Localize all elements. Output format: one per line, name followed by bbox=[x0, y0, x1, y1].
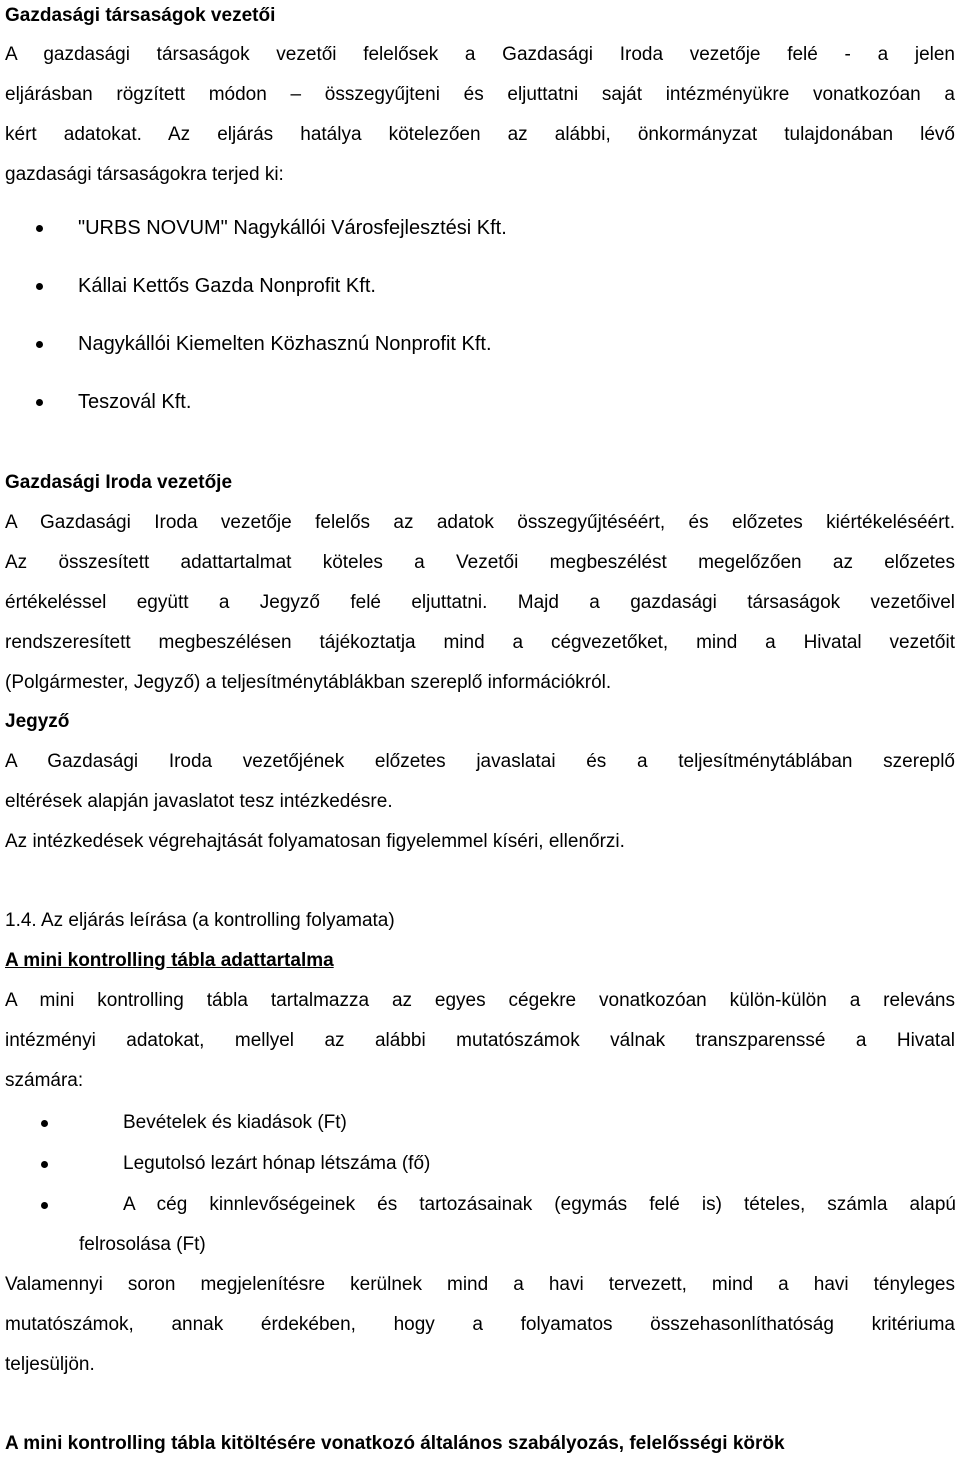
company-name: Kállai Kettős Gazda Nonprofit Kft. bbox=[78, 275, 376, 297]
paragraph-line: rendszeresített megbeszélésen tájékoztatja mind a cégvezetőket, mind a Hivatal vezetőit bbox=[5, 632, 955, 653]
paragraph-line: eltérések alapján javaslatot tesz intézkedésre. bbox=[5, 791, 393, 812]
indicator-text: Legutolsó lezárt hónap létszáma (fő) bbox=[123, 1153, 431, 1174]
paragraph-line: számára: bbox=[5, 1070, 84, 1091]
paragraph-line: értékeléssel együtt a Jegyző felé eljuttatni. Majd a gazdasági társaságok vezetőivel bbox=[5, 592, 955, 613]
bullet-icon bbox=[36, 341, 43, 348]
section-title-text: Az eljárás leírása (a kontrolling folyamata) bbox=[40, 910, 395, 931]
bullet-icon bbox=[41, 1202, 48, 1209]
bullet-icon bbox=[41, 1161, 48, 1168]
paragraph-line: teljesüljön. bbox=[5, 1354, 95, 1375]
paragraph-line: mutatószámok, annak érdekében, hogy a folyamatos összehasonlíthatóság kritériuma bbox=[5, 1314, 955, 1335]
paragraph-line: A gazdasági társaságok vezetői felelősek a Gazdasági Iroda vezetője felé - a jelen bbox=[5, 44, 955, 65]
subheading-table-content: A mini kontrolling tábla adattartalma bbox=[5, 950, 334, 971]
section-number: 1.4. bbox=[5, 910, 37, 931]
paragraph-line: kért adatokat. Az eljárás hatálya kötelezően az alábbi, önkormányzat tulajdonában lévő bbox=[5, 124, 955, 145]
paragraph-line: A mini kontrolling tábla tartalmazza az egyes cégekre vonatkozóan külön-külön a releváns bbox=[5, 990, 955, 1011]
paragraph-line: Az összesített adattartalmat köteles a Vezetői megbeszélést megelőzően az előzetes bbox=[5, 552, 955, 573]
section-title bbox=[5, 909, 395, 933]
bullet-icon bbox=[36, 399, 43, 406]
paragraph-line: Az intézkedések végrehajtását folyamatosan figyelemmel kíséri, ellenőrzi. bbox=[5, 831, 625, 852]
indicator-continuation: felrosolása (Ft) bbox=[79, 1234, 206, 1255]
paragraph-line: eljárásban rögzített módon – összegyűjteni és eljuttatni saját intézményükre vonatkozóan a bbox=[5, 84, 955, 105]
paragraph-line: intézményi adatokat, mellyel az alábbi mutatószámok válnak transzparenssé a Hivatal bbox=[5, 1030, 955, 1051]
paragraph-line: A Gazdasági Iroda vezetőjének előzetes javaslatai és a teljesítménytáblában szereplő bbox=[5, 751, 955, 772]
bullet-icon bbox=[41, 1120, 48, 1127]
indicator-text: A cég kinnlevőségeinek és tartozásainak (egymás felé is) tételes, számla alapú bbox=[123, 1194, 956, 1215]
company-name: Nagykállói Kiemelten Közhasznú Nonprofit Kft. bbox=[78, 333, 492, 355]
company-name: "URBS NOVUM" Nagykállói Városfejlesztési Kft. bbox=[78, 217, 507, 239]
bullet-icon bbox=[36, 283, 43, 290]
paragraph-line: Valamennyi soron megjelenítésre kerülnek mind a havi tervezett, mind a havi tényleges bbox=[5, 1274, 955, 1295]
indicator-text: Bevételek és kiadások (Ft) bbox=[123, 1112, 347, 1133]
section-heading-office-leader: Gazdasági Iroda vezetője bbox=[5, 472, 233, 493]
paragraph-line: A Gazdasági Iroda vezetője felelős az adatok összegyűjtéséért, és előzetes kiértékeléséért. bbox=[5, 512, 955, 533]
section-heading-filling-rules: A mini kontrolling tábla kitöltésére vonatkozó általános szabályozás, felelősségi körök bbox=[5, 1433, 785, 1454]
section-heading-notary: Jegyző bbox=[5, 711, 70, 732]
paragraph-line: gazdasági társaságokra terjed ki: bbox=[5, 164, 284, 185]
bullet-icon bbox=[36, 225, 43, 232]
section-heading-company-leaders: Gazdasági társaságok vezetői bbox=[5, 5, 276, 26]
paragraph-line: (Polgármester, Jegyző) a teljesítménytáblákban szereplő információkról. bbox=[5, 672, 612, 693]
company-name: Teszovál Kft. bbox=[78, 391, 192, 413]
